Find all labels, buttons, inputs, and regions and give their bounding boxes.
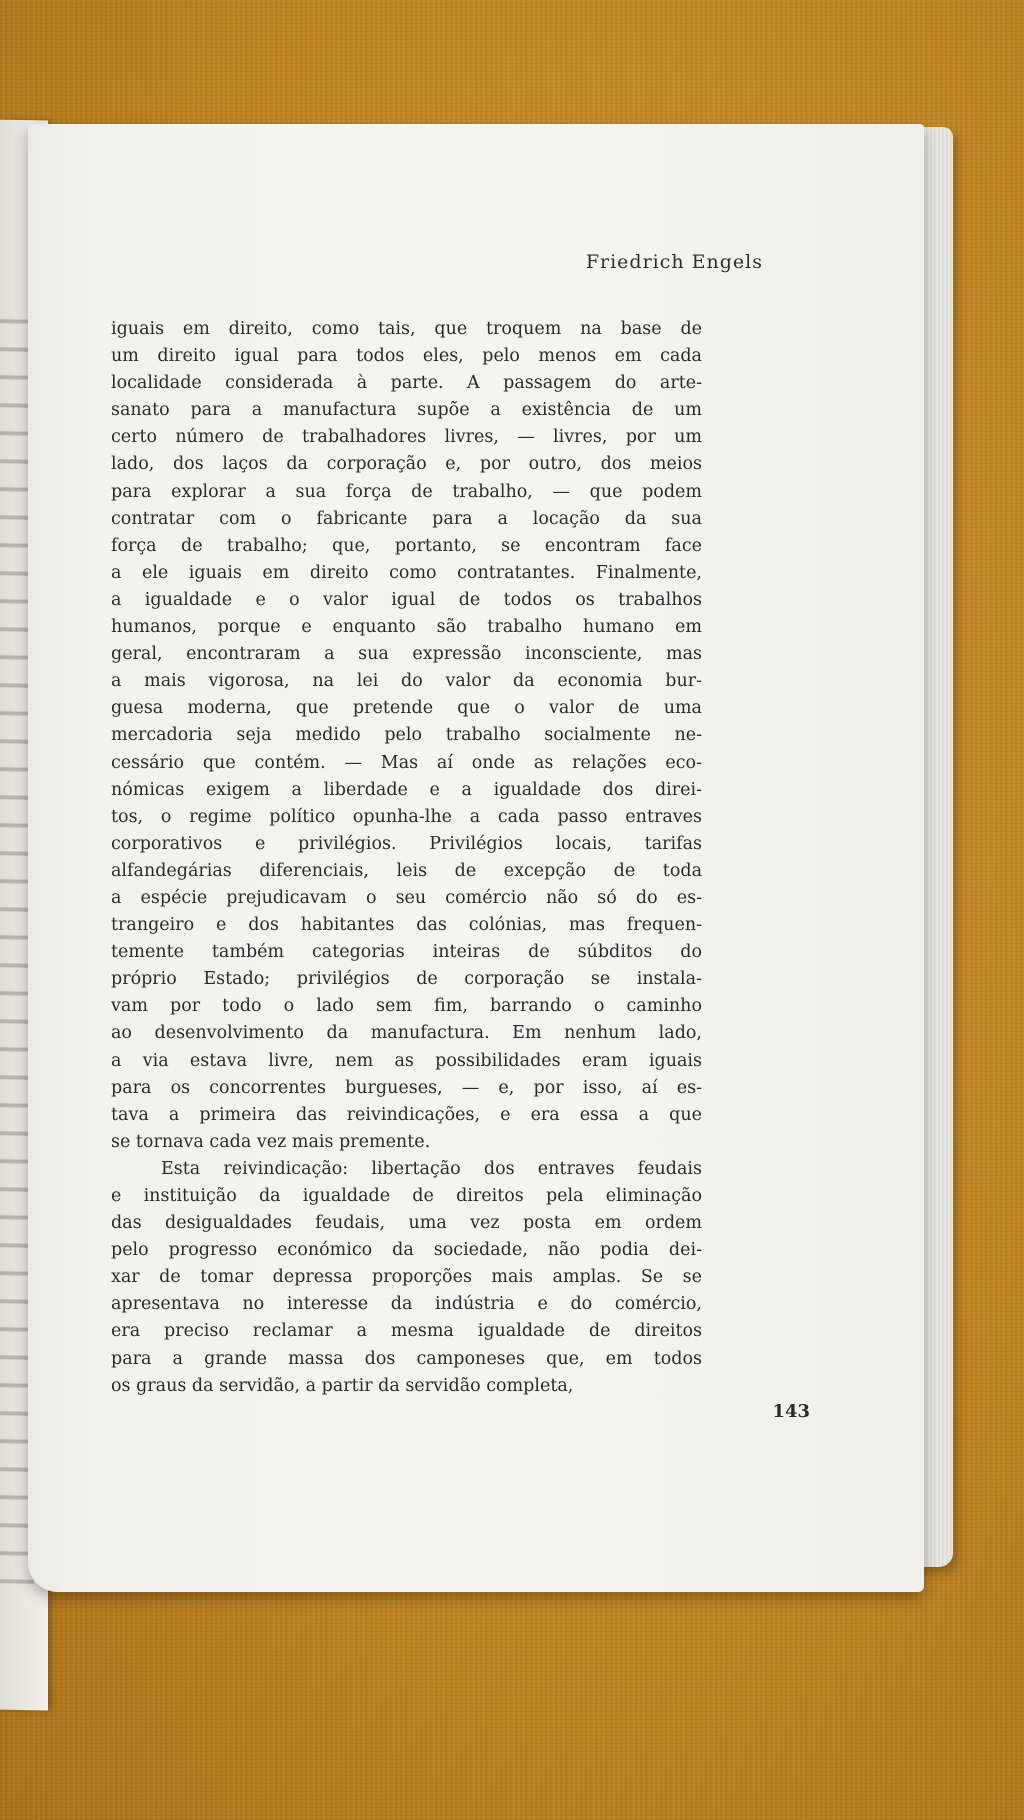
book-page <box>28 124 924 1592</box>
text-line: pelo progresso económico da sociedade, não podia dei- <box>111 1240 702 1261</box>
paragraph <box>111 316 702 1156</box>
text-line: trangeiro e dos habitantes das colónias, mas frequen- <box>111 915 702 936</box>
text-line: a via estava livre, nem as possibilidades eram iguais <box>111 1050 702 1071</box>
text-line: das desigualdades feudais, uma vez posta em ordem <box>111 1213 702 1234</box>
text-line: xar de tomar depressa proporções mais amplas. Se se <box>111 1267 702 1288</box>
text-line: um direito igual para todos eles, pelo menos em cada <box>111 346 702 367</box>
text-line: cessário que contém. — Mas aí onde as relações eco- <box>111 752 702 773</box>
text-line: próprio Estado; privilégios de corporação se instala- <box>111 969 702 990</box>
page-number: 143 <box>772 1401 810 1422</box>
text-line: tava a primeira das reivindicações, e era essa a que <box>111 1104 702 1125</box>
text-line: mercadoria seja medido pelo trabalho socialmente ne- <box>111 725 702 746</box>
text-line: a espécie prejudicavam o seu comércio não só do es- <box>111 887 702 908</box>
text-line: guesa moderna, que pretende que o valor de uma <box>111 698 702 719</box>
text-line: nómicas exigem a liberdade e a igualdade dos direi- <box>111 779 702 800</box>
text-line: localidade considerada à parte. A passagem do arte- <box>111 373 702 394</box>
text-line: para a grande massa dos camponeses que, em todos <box>111 1348 702 1369</box>
text-line: iguais em direito, como tais, que troquem na base de <box>111 319 702 339</box>
text-line: contratar com o fabricante para a locação da sua <box>111 508 702 529</box>
text-line: era preciso reclamar a mesma igualdade de direitos <box>111 1321 702 1342</box>
text-line: tos, o regime político opunha-lhe a cada passo entraves <box>111 806 702 827</box>
paragraph <box>111 1156 702 1400</box>
text-line: para os concorrentes burgueses, — e, por isso, aí es- <box>111 1077 702 1098</box>
text-line: para explorar a sua força de trabalho, — que podem <box>111 481 702 502</box>
text-line: lado, dos laços da corporação e, por outro, dos meios <box>111 454 702 475</box>
text-line: os graus da servidão, a partir da servidão completa, <box>111 1375 574 1396</box>
text-line: se tornava cada vez mais premente. <box>111 1131 431 1152</box>
text-line: geral, encontraram a sua expressão inconsciente, mas <box>111 644 702 665</box>
body-text <box>111 316 702 1400</box>
text-line: a ele iguais em direito como contratantes. Finalmente, <box>111 562 702 583</box>
text-line: certo número de trabalhadores livres, — livres, por um <box>111 427 702 448</box>
text-line: força de trabalho; que, portanto, se encontram face <box>111 535 702 556</box>
text-line: ao desenvolvimento da manufactura. Em nenhum lado, <box>111 1023 702 1044</box>
text-line: vam por todo o lado sem fim, barrando o caminho <box>111 996 702 1017</box>
text-line: apresentava no interesse da indústria e do comércio, <box>111 1294 702 1315</box>
running-head: Friedrich Engels <box>585 251 763 273</box>
text-line: a mais vigorosa, na lei do valor da economia bur- <box>111 671 702 692</box>
text-line: corporativos e privilégios. Privilégios locais, tarifas <box>111 833 702 854</box>
text-line: temente também categorias inteiras de súbditos do <box>111 942 702 963</box>
text-line: a igualdade e o valor igual de todos os trabalhos <box>111 589 702 610</box>
text-line: Esta reivindicação: libertação dos entraves feudais <box>161 1158 702 1179</box>
text-line: sanato para a manufactura supõe a existência de um <box>111 400 702 421</box>
text-line: e instituição da igualdade de direitos pela eliminação <box>111 1186 702 1206</box>
text-line: alfandegárias diferenciais, leis de excepção de toda <box>111 860 702 881</box>
text-line: humanos, porque e enquanto são trabalho humano em <box>111 617 702 638</box>
